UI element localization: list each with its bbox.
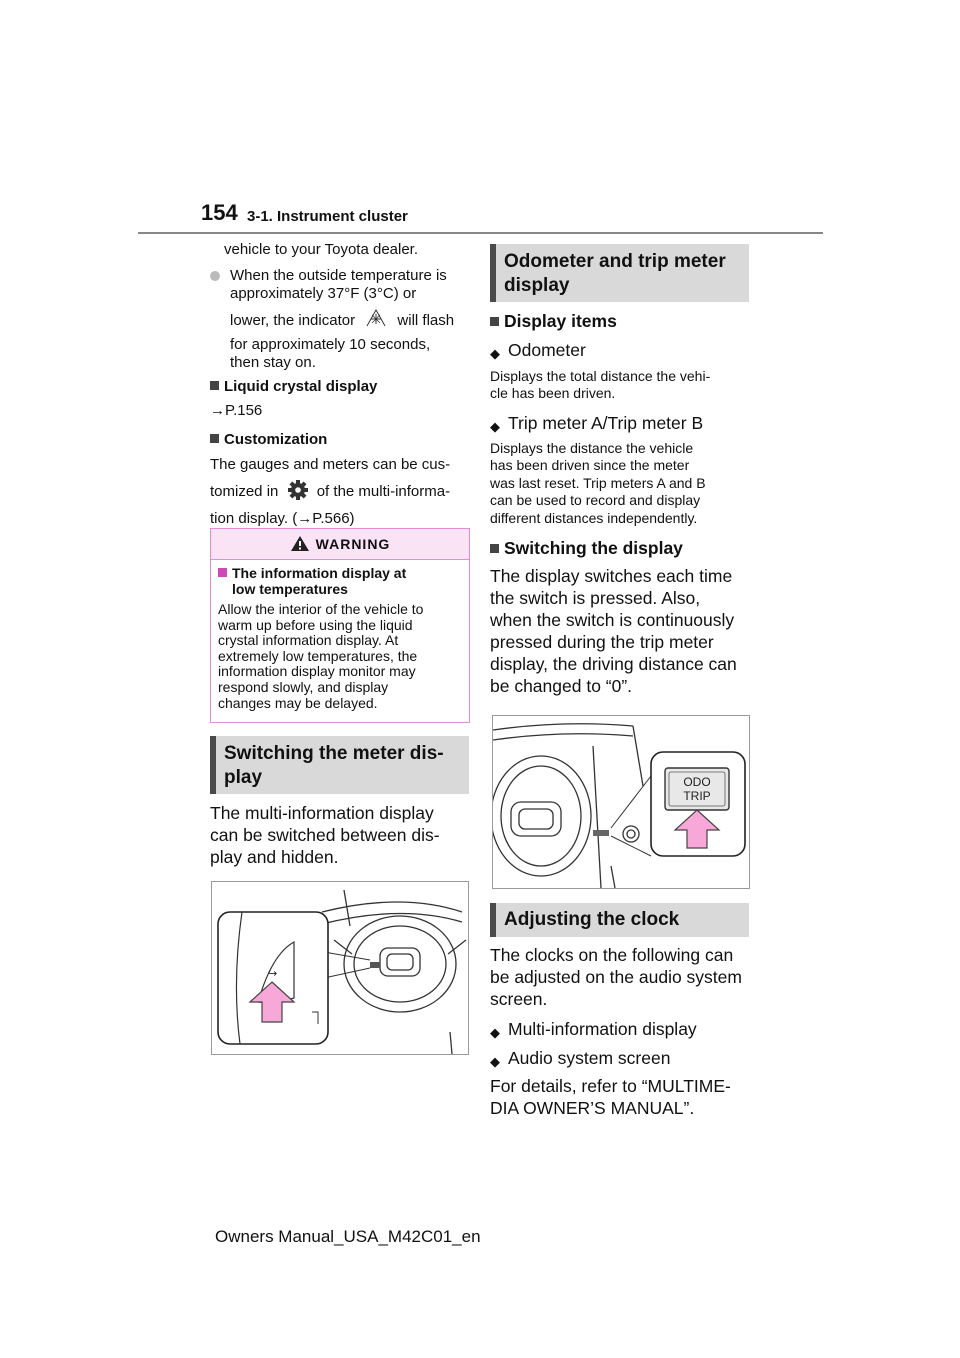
item-trip-meter: ◆ Trip meter A/Trip meter B	[490, 412, 752, 434]
odo-trip-figure	[492, 715, 750, 889]
section-heading-clock: Adjusting the clock	[490, 903, 749, 937]
item-odometer: ◆ Odometer	[490, 339, 752, 361]
subheading-display-items: Display items	[490, 310, 752, 332]
odo-label: ODO	[683, 775, 711, 789]
diamond-bullet-icon: ◆	[490, 419, 500, 434]
subheading-lcd: Liquid crystal display	[210, 378, 472, 396]
subheading-customization: Customization	[210, 431, 472, 449]
section-heading-odometer: Odometer and trip meter display	[490, 244, 749, 302]
svg-text:↪: ↪	[268, 967, 278, 980]
clock-item-mid: ◆ Multi-information display	[490, 1018, 752, 1040]
clock-section: The clocks on the following can be adjusted on the audio system screen. ◆ Multi-information display ◆ Audio system screen For details, refer to “MULTIME- DIA OWNER’S MANUAL”.	[490, 944, 752, 1119]
ice-warning-icon	[359, 308, 393, 328]
arrow-ref-icon: →	[297, 510, 313, 527]
warning-body: Allow the interior of the vehicle to warm up before using the liquid crystal information display. At extremely low temperatures, the information display monitor may respond slowly, and display changes may be delayed.	[218, 601, 424, 711]
arrow-ref-icon: →	[210, 402, 225, 419]
bullet-temperature: When the outside temperature is approximately 37°F (3°C) or lower, the indicator will flash for approximately 10 seconds, then stay on.	[210, 267, 472, 372]
left-column: vehicle to your Toyota dealer. When the outside temperature is approximately 37°F (3°C) or lower, the indicator will flash for approximately 10 seconds, then stay on. Liquid crystal display →P.156 Customization The gauges and meters can be cus- tomized in of the multi-informa- tion display. (→P.566)	[210, 241, 472, 528]
trip-description: Displays the distance the vehicle has been driven since the meter was last reset. Trip meters A and B can be used to record and display different distances independently.	[490, 440, 706, 526]
warning-title: WARNING	[315, 536, 391, 552]
continued-text: vehicle to your Toyota dealer.	[224, 241, 419, 258]
steering-switch-figure	[211, 881, 469, 1055]
trip-label: TRIP	[683, 789, 711, 803]
footer-text: Owners Manual_USA_M42C01_en	[215, 1227, 481, 1246]
switching-display-text: The display switches each time the switch is pressed. Also, when the switch is continuously pressed during the trip meter display, the driving distance can be changed to “0”.	[490, 566, 737, 697]
right-column	[490, 310, 752, 697]
diamond-bullet-icon: ◆	[490, 346, 500, 361]
bullet-dot-icon	[210, 271, 220, 281]
subheading-switching-display: Switching the display	[490, 537, 752, 559]
gear-icon	[283, 479, 313, 501]
odometer-description: Displays the total distance the vehi- cle has been driven.	[490, 368, 711, 401]
diamond-bullet-icon: ◆	[490, 1025, 500, 1040]
chapter-title: 3-1. Instrument cluster	[247, 208, 408, 225]
header-rule	[138, 232, 823, 234]
steering-wheel-illustration	[212, 882, 468, 1054]
warning-box: WARNING The information display at low temperatures Allow the interior of the vehicle to warm up before using the liquid crystal information display. At extremely low temperatures, the information display monitor may respond slowly, and display changes may be delayed.	[210, 528, 470, 723]
clock-item-audio: ◆ Audio system screen	[490, 1047, 752, 1069]
switching-text: The multi-information display can be switched between dis- play and hidden.	[210, 803, 440, 867]
diamond-bullet-icon: ◆	[490, 1054, 500, 1069]
page-number: 154	[201, 200, 238, 225]
warning-subtitle: The information display at	[218, 565, 462, 581]
lcd-reference[interactable]: →P.156	[210, 402, 263, 419]
details-text: For details, refer to “MULTIME- DIA OWNER’S MANUAL”.	[490, 1076, 731, 1118]
warning-triangle-icon	[290, 535, 310, 552]
section-heading-switching: Switching the meter dis- play	[210, 736, 469, 794]
odo-trip-illustration	[493, 716, 749, 888]
customization-reference[interactable]: P.566)	[312, 510, 355, 527]
